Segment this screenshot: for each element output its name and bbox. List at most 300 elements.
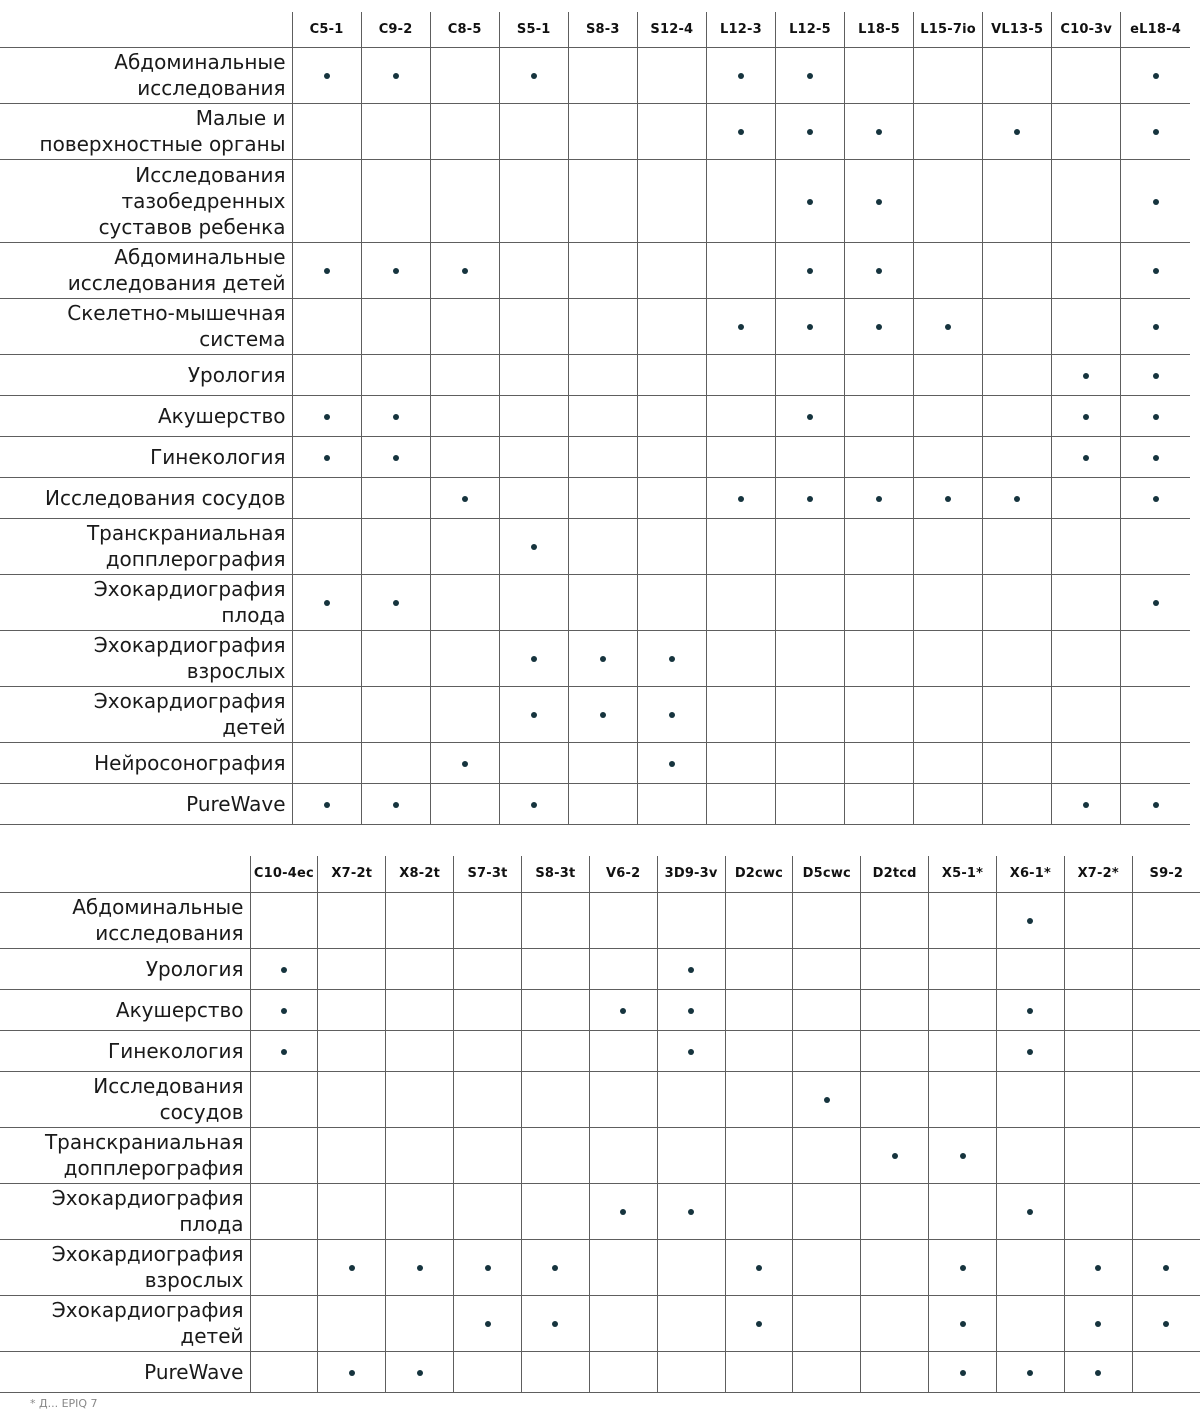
table-cell — [706, 395, 775, 436]
table-cell — [318, 948, 386, 989]
table-cell — [1052, 742, 1121, 783]
table-cell — [1121, 354, 1190, 395]
column-header: S9-2 — [1132, 856, 1200, 892]
table-cell — [1052, 783, 1121, 824]
row-label-line: взрослых — [144, 1268, 244, 1292]
table-cell — [568, 159, 637, 242]
table-cell — [1121, 518, 1190, 574]
table-cell — [454, 1295, 522, 1351]
bullet-icon — [1095, 1321, 1101, 1327]
row-label-line: PureWave — [144, 1359, 244, 1384]
column-header: S8-3 — [568, 12, 637, 47]
row-label-line: взрослых — [186, 659, 286, 683]
bullet-icon — [1027, 1370, 1033, 1376]
row-label-line: Эхокардиография — [93, 577, 286, 601]
table-cell — [845, 686, 914, 742]
table-cell — [775, 47, 844, 103]
table-cell — [706, 630, 775, 686]
table-cell — [861, 1295, 929, 1351]
table-cell — [292, 783, 361, 824]
table-cell — [589, 1239, 657, 1295]
table-cell — [706, 686, 775, 742]
table-cell — [318, 892, 386, 948]
table-cell — [499, 103, 568, 159]
table-cell — [361, 159, 430, 242]
bullet-icon — [738, 129, 744, 135]
bullet-icon — [324, 414, 330, 420]
table-cell — [1132, 1183, 1200, 1239]
table-cell — [983, 686, 1052, 742]
table-cell — [845, 518, 914, 574]
table-row — [0, 948, 1200, 989]
bullet-icon — [1153, 73, 1159, 79]
table-cell — [775, 574, 844, 630]
table-cell — [914, 298, 983, 354]
table-cell — [1132, 989, 1200, 1030]
row-label-line: Гинекология — [108, 1038, 244, 1063]
table-cell — [499, 686, 568, 742]
table-cell — [250, 948, 318, 989]
row-label-line: Урология — [145, 956, 244, 981]
table-cell — [1052, 242, 1121, 298]
column-header: C10-4ec — [250, 856, 318, 892]
table-cell — [983, 742, 1052, 783]
table-cell — [845, 47, 914, 103]
row-label-line: Эхокардиография — [51, 1242, 244, 1266]
table-cell — [929, 1071, 997, 1127]
table-cell — [983, 47, 1052, 103]
bullet-icon — [756, 1265, 762, 1271]
table-cell — [861, 989, 929, 1030]
table-cell — [318, 1183, 386, 1239]
table-cell — [861, 1183, 929, 1239]
table-cell — [725, 948, 793, 989]
table-cell — [775, 159, 844, 242]
bullet-icon — [960, 1321, 966, 1327]
bullet-icon — [393, 73, 399, 79]
bullet-icon — [462, 496, 468, 502]
table-cell — [657, 892, 725, 948]
table-cell — [775, 354, 844, 395]
table-cell — [454, 1127, 522, 1183]
table-cell — [1132, 1239, 1200, 1295]
table-cell — [568, 298, 637, 354]
bullet-icon — [600, 656, 606, 662]
row-label — [0, 354, 292, 395]
table-cell — [386, 1239, 454, 1295]
table-cell — [914, 159, 983, 242]
table-cell — [637, 742, 706, 783]
table-cell — [430, 103, 499, 159]
table-cell — [568, 574, 637, 630]
table-cell — [499, 477, 568, 518]
row-label-line: Абдоминальные — [72, 895, 244, 919]
row-label — [0, 159, 292, 242]
table-cell — [775, 518, 844, 574]
table-cell — [568, 630, 637, 686]
table-cell — [521, 1030, 589, 1071]
table-cell — [775, 477, 844, 518]
table-cell — [521, 1071, 589, 1127]
bullet-icon — [756, 1321, 762, 1327]
row-label — [0, 1351, 250, 1392]
table-cell — [386, 1071, 454, 1127]
table-cell — [929, 1030, 997, 1071]
row-label-line: Акушерство — [115, 997, 244, 1022]
table-cell — [361, 436, 430, 477]
table-cell — [983, 436, 1052, 477]
table-cell — [861, 1030, 929, 1071]
transducer-table-2 — [0, 856, 1200, 1393]
table-cell — [1121, 477, 1190, 518]
table-cell — [1052, 159, 1121, 242]
bullet-icon — [688, 1049, 694, 1055]
row-label-line: Урология — [187, 362, 286, 387]
table-cell — [521, 989, 589, 1030]
column-header: L12-3 — [706, 12, 775, 47]
table-cell — [1121, 436, 1190, 477]
table-cell — [725, 1183, 793, 1239]
bullet-icon — [738, 73, 744, 79]
table-cell — [845, 630, 914, 686]
row-label — [0, 686, 292, 742]
table-row — [0, 395, 1190, 436]
table-cell — [657, 1127, 725, 1183]
table-row — [0, 47, 1190, 103]
table-cell — [430, 242, 499, 298]
row-label-line: Абдоминальные — [114, 245, 286, 269]
row-label-line: Нейросонография — [94, 750, 286, 775]
table-row — [0, 892, 1200, 948]
table-cell — [637, 630, 706, 686]
table-cell — [1064, 1183, 1132, 1239]
table-cell — [454, 892, 522, 948]
table-cell — [318, 1351, 386, 1392]
row-label — [0, 1183, 250, 1239]
table-cell — [568, 742, 637, 783]
table-cell — [589, 1030, 657, 1071]
bullet-icon — [876, 129, 882, 135]
table-cell — [499, 518, 568, 574]
row-label — [0, 518, 292, 574]
table-cell — [454, 1239, 522, 1295]
bullet-icon — [876, 496, 882, 502]
row-label — [0, 1030, 250, 1071]
bullet-icon — [876, 268, 882, 274]
table-cell — [1052, 477, 1121, 518]
table-cell — [1121, 742, 1190, 783]
table-cell — [589, 1295, 657, 1351]
table-cell — [454, 948, 522, 989]
table-cell — [845, 395, 914, 436]
bullet-icon — [1163, 1321, 1169, 1327]
bullet-icon — [688, 1008, 694, 1014]
table-cell — [706, 742, 775, 783]
table-cell — [386, 1351, 454, 1392]
table-cell — [996, 892, 1064, 948]
table-cell — [1052, 630, 1121, 686]
table-cell — [845, 242, 914, 298]
table-cell — [637, 354, 706, 395]
bullet-icon — [1027, 1049, 1033, 1055]
table-cell — [250, 989, 318, 1030]
table-cell — [845, 477, 914, 518]
table-cell — [568, 436, 637, 477]
table-cell — [589, 1127, 657, 1183]
table-cell — [386, 892, 454, 948]
table-cell — [845, 103, 914, 159]
table-cell — [983, 395, 1052, 436]
table-cell — [361, 103, 430, 159]
row-label — [0, 1239, 250, 1295]
bullet-icon — [281, 1008, 287, 1014]
table-cell — [637, 574, 706, 630]
transducer-table-1 — [0, 12, 1190, 825]
bullet-icon — [324, 802, 330, 808]
table-cell — [996, 1239, 1064, 1295]
bullet-icon — [1083, 414, 1089, 420]
table-cell — [292, 298, 361, 354]
bullet-icon — [1027, 1008, 1033, 1014]
bullet-icon — [669, 712, 675, 718]
table-cell — [929, 948, 997, 989]
row-label-line: Малые и — [195, 106, 286, 130]
row-label-line: PureWave — [186, 791, 286, 816]
row-label-line: исследования детей — [67, 271, 286, 295]
table-row — [0, 298, 1190, 354]
table-cell — [521, 1295, 589, 1351]
table-cell — [1052, 686, 1121, 742]
table-cell — [1052, 47, 1121, 103]
table-cell — [292, 518, 361, 574]
row-label-line: Транскраниальная — [44, 1130, 244, 1154]
table-cell — [637, 783, 706, 824]
column-header: D2cwc — [725, 856, 793, 892]
table-cell — [521, 892, 589, 948]
table-cell — [1132, 1030, 1200, 1071]
table-cell — [929, 1183, 997, 1239]
bullet-icon — [281, 967, 287, 973]
table-cell — [250, 1030, 318, 1071]
row-label — [0, 298, 292, 354]
table-cell — [1064, 892, 1132, 948]
table-cell — [1121, 630, 1190, 686]
table-cell — [657, 1351, 725, 1392]
bullet-icon — [807, 73, 813, 79]
table-cell — [568, 47, 637, 103]
bullet-icon — [1153, 600, 1159, 606]
table-cell — [1121, 395, 1190, 436]
table-cell — [929, 1127, 997, 1183]
table-cell — [568, 103, 637, 159]
column-header: S12-4 — [637, 12, 706, 47]
bullet-icon — [393, 600, 399, 606]
table-cell — [318, 1127, 386, 1183]
bullet-icon — [1014, 496, 1020, 502]
table-row — [0, 159, 1190, 242]
bullet-icon — [1153, 414, 1159, 420]
table-cell — [929, 1295, 997, 1351]
table-cell — [454, 1030, 522, 1071]
table-cell — [793, 989, 861, 1030]
table-cell — [845, 574, 914, 630]
table-cell — [1064, 948, 1132, 989]
table-cell — [250, 1351, 318, 1392]
table-cell — [1052, 354, 1121, 395]
bullet-icon — [738, 496, 744, 502]
table-cell — [706, 436, 775, 477]
table-cell — [292, 242, 361, 298]
table-cell — [521, 1127, 589, 1183]
table-row — [0, 436, 1190, 477]
table-row — [0, 1030, 1200, 1071]
row-label — [0, 1295, 250, 1351]
table-cell — [499, 395, 568, 436]
row-label-line: поверхностные органы — [39, 132, 286, 156]
table-cell — [725, 1071, 793, 1127]
table-cell — [725, 1239, 793, 1295]
bullet-icon — [1153, 129, 1159, 135]
bullet-icon — [824, 1097, 830, 1103]
row-label-line: Абдоминальные — [114, 50, 286, 74]
bullet-icon — [945, 324, 951, 330]
table-cell — [1052, 574, 1121, 630]
table-cell — [861, 948, 929, 989]
row-label-line: Эхокардиография — [51, 1186, 244, 1210]
table-cell — [996, 948, 1064, 989]
table-cell — [318, 1295, 386, 1351]
table-cell — [454, 989, 522, 1030]
table-cell — [361, 783, 430, 824]
bullet-icon — [807, 268, 813, 274]
bullet-icon — [393, 802, 399, 808]
table-row — [0, 1239, 1200, 1295]
table-corner — [0, 12, 292, 47]
column-header: L18-5 — [845, 12, 914, 47]
row-label-line: Скелетно-мышечная — [67, 301, 286, 325]
table-cell — [983, 630, 1052, 686]
bullet-icon — [669, 656, 675, 662]
row-label-line: Гинекология — [150, 444, 286, 469]
table-cell — [318, 1239, 386, 1295]
table-cell — [914, 354, 983, 395]
bullet-icon — [1027, 1209, 1033, 1215]
row-label-line: тазобедренных — [121, 188, 286, 213]
table-cell — [361, 477, 430, 518]
bullet-icon — [1083, 802, 1089, 808]
table-cell — [914, 742, 983, 783]
row-label-line: плода — [221, 603, 286, 627]
bullet-icon — [1083, 373, 1089, 379]
table-cell — [914, 477, 983, 518]
table-cell — [996, 1030, 1064, 1071]
row-label — [0, 436, 292, 477]
table-cell — [430, 47, 499, 103]
table-cell — [657, 1030, 725, 1071]
column-header: X8-2t — [386, 856, 454, 892]
table-cell — [983, 574, 1052, 630]
table-cell — [706, 298, 775, 354]
bullet-icon — [485, 1265, 491, 1271]
table-cell — [430, 630, 499, 686]
table-cell — [499, 630, 568, 686]
table-row — [0, 103, 1190, 159]
table-corner — [0, 856, 250, 892]
table-cell — [1052, 395, 1121, 436]
table-cell — [793, 1071, 861, 1127]
table-cell — [386, 1127, 454, 1183]
row-label — [0, 948, 250, 989]
table-cell — [1121, 298, 1190, 354]
table-cell — [657, 1071, 725, 1127]
table-cell — [1064, 1239, 1132, 1295]
column-header: X7-2t — [318, 856, 386, 892]
column-header: L12-5 — [775, 12, 844, 47]
table-cell — [914, 686, 983, 742]
table-cell — [1052, 298, 1121, 354]
bullet-icon — [960, 1153, 966, 1159]
table-cell — [589, 892, 657, 948]
table-cell — [861, 1351, 929, 1392]
bullet-icon — [531, 712, 537, 718]
table-cell — [775, 103, 844, 159]
row-label — [0, 47, 292, 103]
bullet-icon — [688, 967, 694, 973]
row-label-line: Эхокардиография — [51, 1298, 244, 1322]
table-row — [0, 477, 1190, 518]
table-cell — [430, 298, 499, 354]
bullet-icon — [324, 600, 330, 606]
bullet-icon — [960, 1265, 966, 1271]
table-cell — [793, 1030, 861, 1071]
table-row — [0, 354, 1190, 395]
table-cell — [430, 477, 499, 518]
row-label — [0, 989, 250, 1030]
table-cell — [996, 1295, 1064, 1351]
table-cell — [568, 686, 637, 742]
table-cell — [706, 518, 775, 574]
table-cell — [361, 354, 430, 395]
row-label — [0, 242, 292, 298]
table-cell — [637, 159, 706, 242]
table-cell — [1121, 242, 1190, 298]
table-cell — [657, 1295, 725, 1351]
table-cell — [775, 298, 844, 354]
bullet-icon — [807, 414, 813, 420]
table-cell — [793, 1127, 861, 1183]
bullet-icon — [349, 1265, 355, 1271]
table-cell — [861, 892, 929, 948]
table-cell — [1052, 436, 1121, 477]
table-cell — [706, 354, 775, 395]
table-row — [0, 1071, 1200, 1127]
table-cell — [499, 47, 568, 103]
bullet-icon — [892, 1153, 898, 1159]
row-label — [0, 103, 292, 159]
row-label-line: сосудов — [159, 1100, 244, 1124]
table-cell — [1064, 1127, 1132, 1183]
table-cell — [292, 686, 361, 742]
table-cell — [706, 783, 775, 824]
bullet-icon — [281, 1049, 287, 1055]
table-row — [0, 989, 1200, 1030]
table-cell — [845, 783, 914, 824]
bullet-icon — [1153, 268, 1159, 274]
table-cell — [725, 1127, 793, 1183]
table-cell — [706, 47, 775, 103]
table-cell — [637, 298, 706, 354]
row-label-line: Эхокардиография — [93, 633, 286, 657]
